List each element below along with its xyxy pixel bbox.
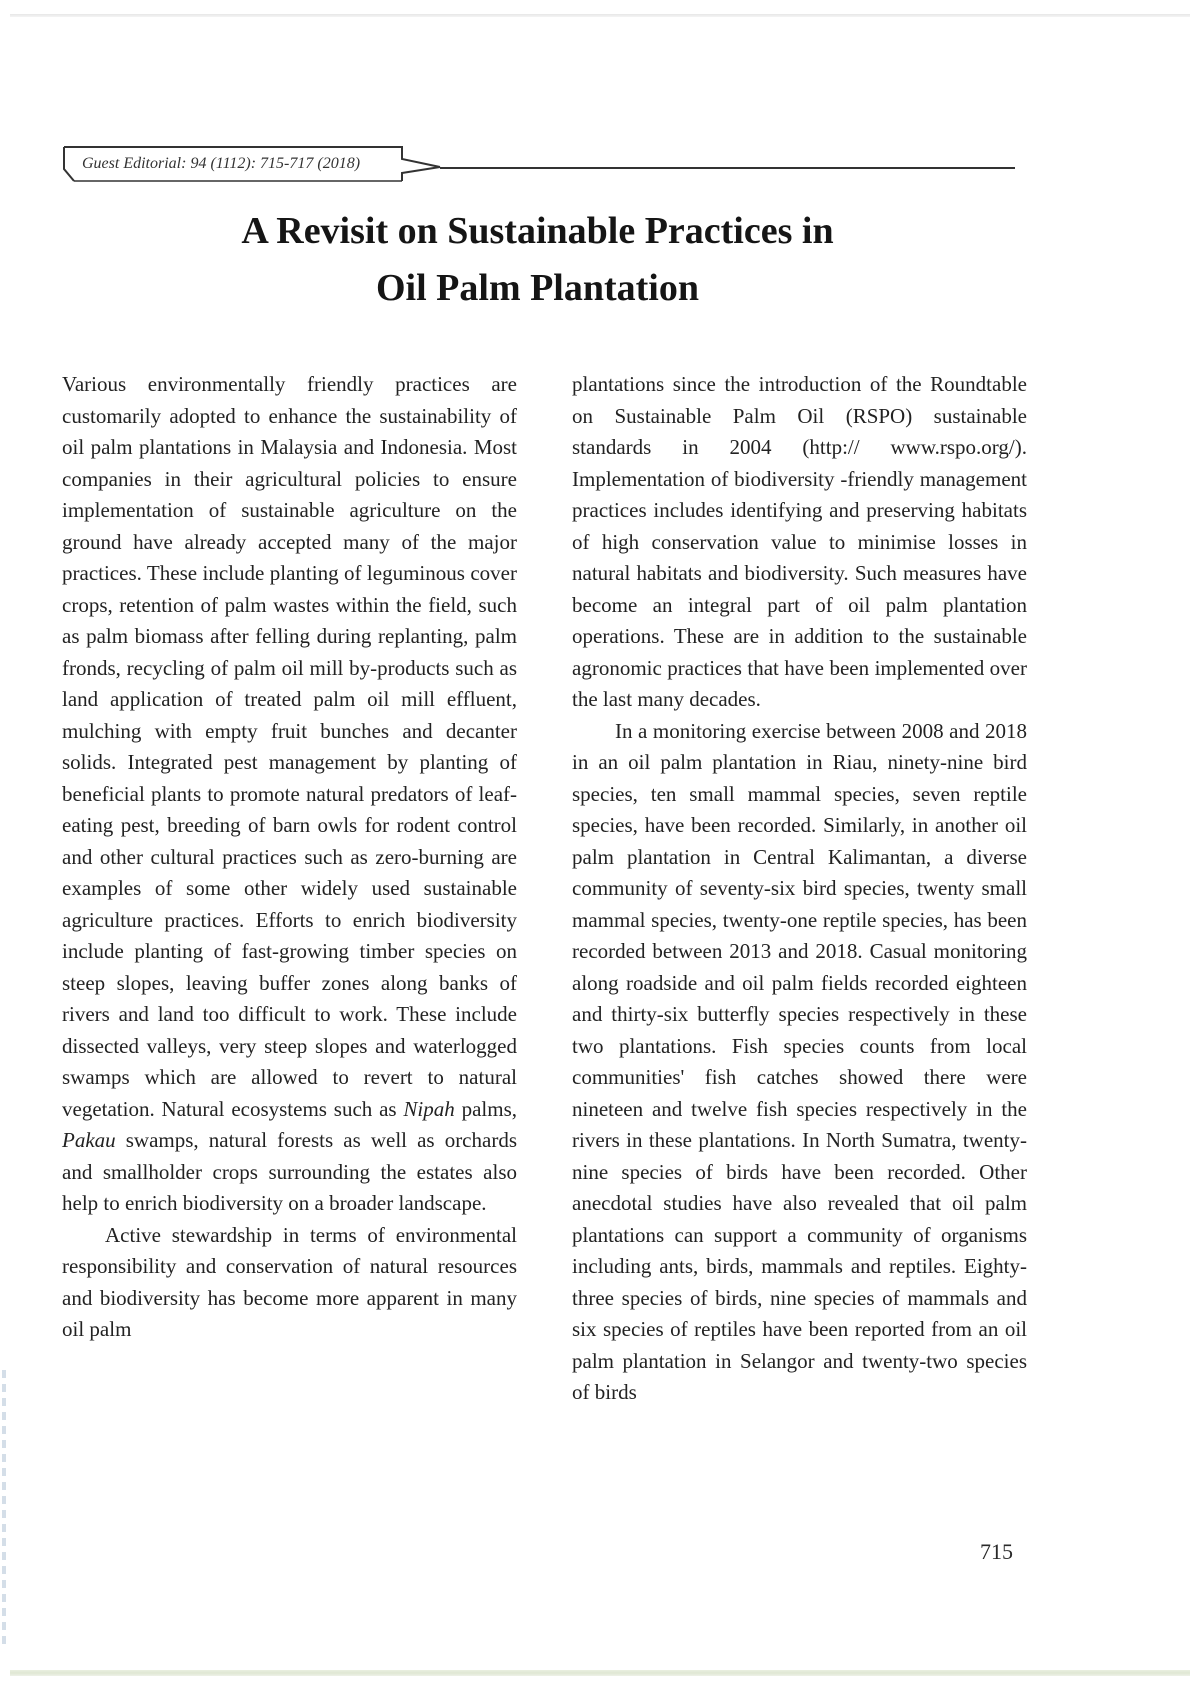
guest-editorial-tab: [62, 145, 442, 183]
left-paragraph-1: [62, 369, 517, 1220]
page-number: 715: [980, 1539, 1013, 1564]
right-paragraph-2: In a monitoring exercise between 2008 and 2018 in an oil palm plantation in Riau, ninety-nine bird species, ten small mammal species, seven reptile species, have been recorded. Similarly, in another oil palm plantation in Central Kalimantan, a diverse community of seventy-six bird species, twenty small mammal species, twenty-one reptile species, has been recorded between 2013 and 2018. Casual monitoring along roadside and oil palm fields recorded eighteen and thirty-six butterfly species respectively in these two plantations. Fish species counts from local communities' fish catches showed there were nineteen and twelve fish species respectively in the rivers in these plantations. In North Sumatra, twenty-nine species of birds have been recorded. Other anecdotal studies have also revealed that oil palm plantations can support a community of organisms including ants, birds, mammals and reptiles. Eighty-three species of birds, nine species of mammals and six species of reptiles have been reported from an oil palm plantation in Selangor and twenty-two species of birds: [572, 718, 1027, 1404]
scan-top-edge: [10, 14, 1190, 17]
left-p1-italic-pakau: Pakau: [62, 1128, 116, 1152]
left-p1-text: Various environmentally friendly practices are customarily adopted to enhance the sustainability of oil palm plantations in Malaysia and Indonesia. Most companies in their agricultural policies to ensure implementation of sustainable agriculture on the ground have already accepted many of the major practices. These include planting of leguminous cover crops, retention of palm wastes within the field, such as palm biomass after felling during replanting, palm fronds, recycling of palm oil mill by-products such as land application of treated palm oil mill effluent, mulching with empty fruit bunches and decanter solids. Integrated pest management by planting of beneficial plants to promote natural predators of leaf-eating pest, breeding of barn owls for rodent control and other cultural practices such as zero-burning are examples of some other widely used sustainable agriculture practices. Efforts to enrich biodiversity include planting of fast-growing timber species on steep slopes, leaving buffer zones along banks of rivers and land too difficult to work. These include dissected valleys, very steep slopes and waterlogged swamps which are allowed to revert to natural vegetation. Natural ecosystems such as: [62, 372, 517, 1121]
left-p1-end: swamps, natural forests as well as orchards and smallholder crops surrounding the estates also help to enrich biodiversity on a broader landscape.: [62, 1128, 517, 1215]
title-line-1: A Revisit on Sustainable Practices in: [241, 210, 834, 252]
left-paragraph-2: Active stewardship in terms of environmental responsibility and conservation of natural resources and biodiversity has become more apparent in many oil palm: [62, 1222, 517, 1341]
article-title: [0, 203, 1075, 317]
left-p1-italic-nipah: Nipah: [403, 1096, 455, 1121]
scan-left-edge: [2, 1370, 6, 1650]
guest-editorial-label: Guest Editorial: 94 (1112): 715-717 (2018): [82, 155, 361, 172]
right-paragraph-1: plantations since the introduction of the Roundtable on Sustainable Palm Oil (RSPO) sustainable standards in 2004 (http:// www.rspo.org/). Implementation of biodiversity -friendly management practices includes identifying and preserving habitats of high conservation value to minimise losses in natural habitats and biodiversity. Such measures have become an integral part of oil palm plantation operations. These are in addition to the sustainable agronomic practices that have been implemented over the last many decades.: [572, 372, 1027, 711]
scan-bottom-edge: [10, 1670, 1190, 1676]
title-line-2: Oil Palm Plantation: [376, 267, 699, 309]
left-p1-mid: palms,: [454, 1096, 517, 1121]
header-rule: [440, 167, 1015, 169]
left-column: [62, 369, 517, 1346]
right-column: [572, 369, 1027, 1409]
